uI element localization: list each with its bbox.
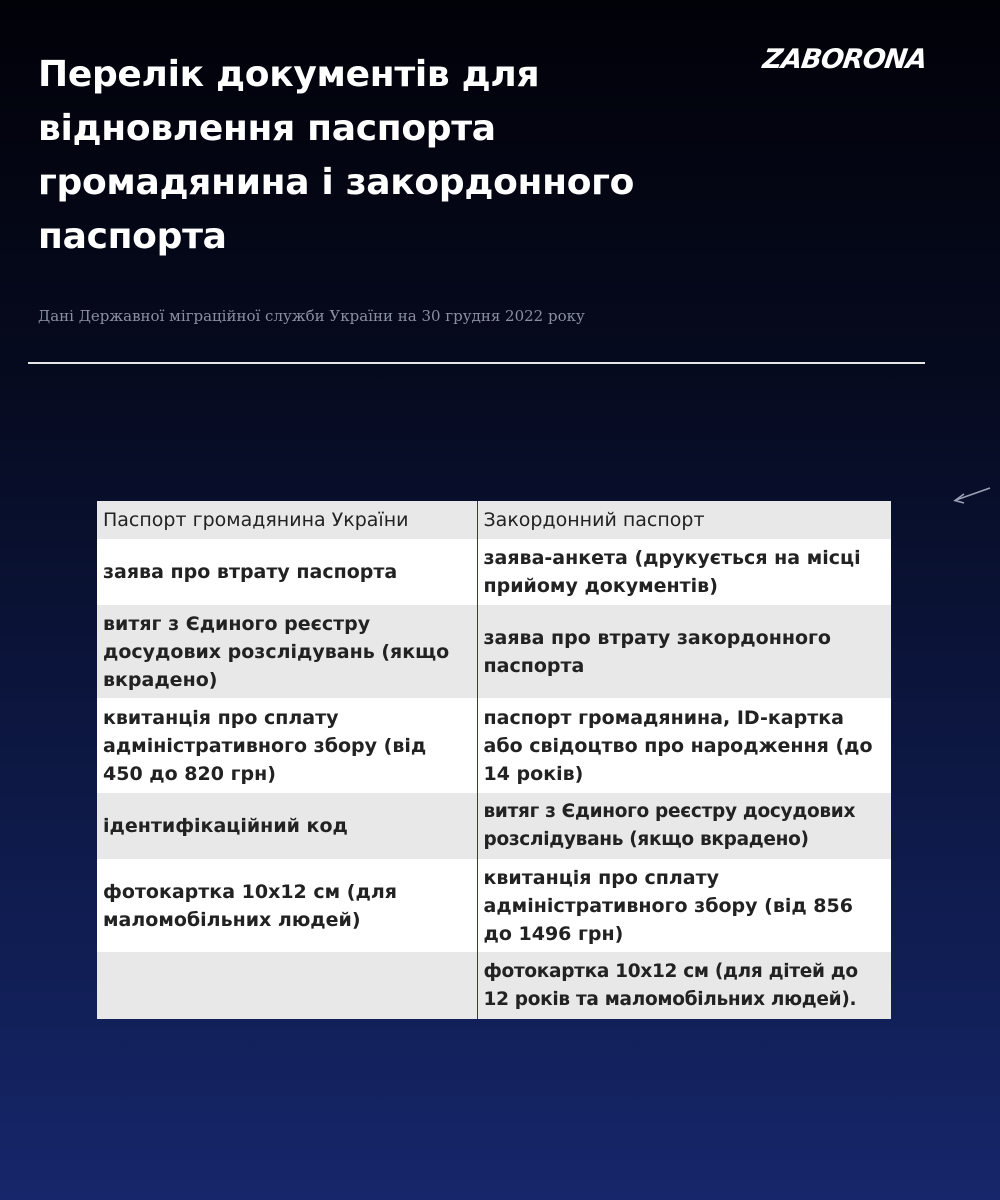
table-cell: фотокартка 10х12 см (для дітей до 12 років та маломобільних людей). bbox=[483, 960, 858, 1010]
table-cell: заява-анкета (друкується на місці прийому документів) bbox=[483, 547, 861, 597]
table-row bbox=[97, 605, 891, 698]
table-header-row bbox=[97, 501, 891, 539]
subtitle: Дані Державної міграційної служби України на 30 грудня 2022 року bbox=[38, 307, 585, 325]
table-cell: витяг з Єдиного реєстру досудових розслідувань (якщо вкрадено) bbox=[97, 605, 477, 698]
table-row bbox=[97, 539, 891, 605]
brand-logo: ZABORONA bbox=[760, 44, 929, 75]
table-cell: квитанція про сплату адміністративного збору (від 856 до 1496 грн) bbox=[483, 866, 853, 945]
table-row bbox=[97, 698, 891, 793]
documents-table bbox=[97, 501, 891, 1019]
table-cell: заява про втрату паспорта bbox=[97, 539, 477, 605]
page-title: Перелік документів для відновлення паспорта громадянина і закордонного паспорта bbox=[38, 54, 635, 257]
column-header-foreign-passport: Закордонний паспорт bbox=[483, 509, 705, 531]
column-header-citizen-passport: Паспорт громадянина України bbox=[97, 501, 477, 539]
divider bbox=[28, 362, 925, 364]
arrow-left-icon bbox=[950, 484, 992, 506]
table-cell: заява про втрату закордонного паспорта bbox=[483, 626, 831, 677]
table-row bbox=[97, 859, 891, 952]
table-cell: паспорт громадянина, ID-картка або свідоцтво про народження (до 14 років) bbox=[483, 706, 873, 785]
table-row bbox=[97, 952, 891, 1019]
table-cell: витяг з Єдиного реєстру досудових розслідувань (якщо вкрадено) bbox=[483, 801, 856, 850]
table-cell bbox=[97, 952, 477, 1019]
table-cell: фотокартка 10х12 см (для маломобільних людей) bbox=[97, 859, 477, 952]
table-cell: квитанція про сплату адміністративного збору (від 450 до 820 грн) bbox=[97, 698, 477, 793]
table-row bbox=[97, 793, 891, 859]
table-cell: ідентифікаційний код bbox=[97, 793, 477, 859]
